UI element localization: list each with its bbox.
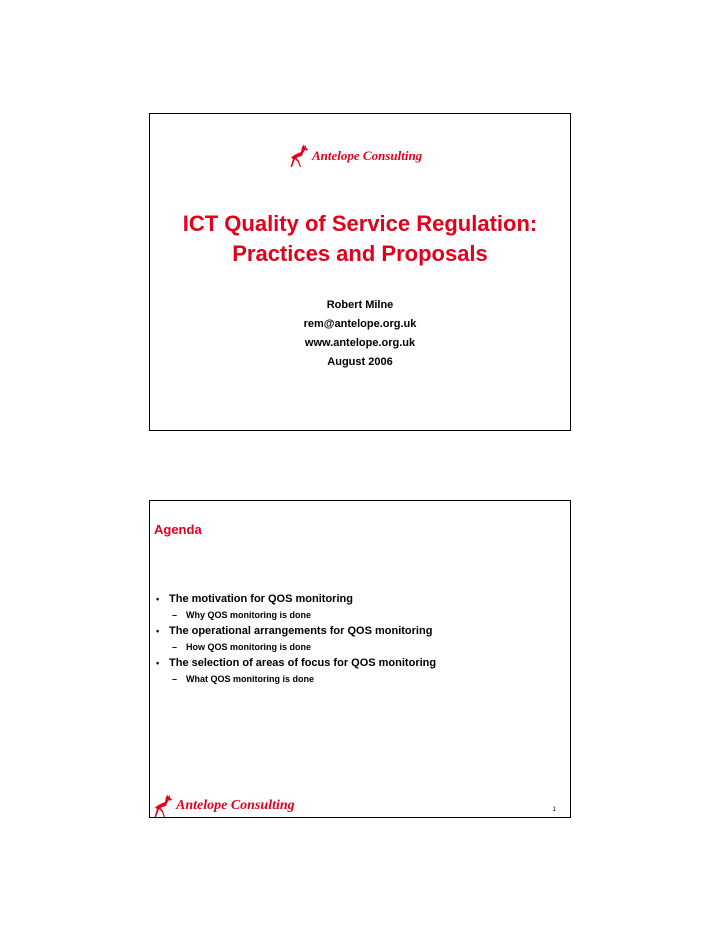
title-line-2: Practices and Proposals bbox=[232, 241, 488, 266]
agenda-slide bbox=[149, 500, 571, 818]
agenda-subitem-text: How QOS monitoring is done bbox=[186, 642, 311, 652]
author-email: rem@antelope.org.uk bbox=[303, 318, 417, 330]
dash-icon: – bbox=[172, 642, 178, 652]
agenda-list bbox=[150, 593, 570, 689]
antelope-logo-icon bbox=[290, 144, 310, 168]
presentation-date: August 2006 bbox=[327, 356, 393, 368]
brand-name: Antelope Consulting bbox=[176, 798, 295, 813]
title-line-1: ICT Quality of Service Regulation: bbox=[182, 211, 538, 236]
agenda-item-text: The motivation for QOS monitoring bbox=[169, 593, 353, 605]
agenda-item-text: The operational arrangements for QOS monitoring bbox=[169, 625, 433, 637]
slide-title bbox=[150, 209, 570, 269]
bullet-icon: • bbox=[156, 626, 160, 636]
agenda-subitem bbox=[150, 673, 570, 689]
dash-icon: – bbox=[172, 674, 178, 684]
agenda-item bbox=[150, 593, 570, 609]
bullet-icon: • bbox=[156, 594, 160, 604]
author-name: Robert Milne bbox=[326, 299, 394, 311]
brand bbox=[154, 794, 295, 818]
agenda-subitem bbox=[150, 641, 570, 657]
agenda-heading: Agenda bbox=[154, 522, 202, 537]
page-number: 1 bbox=[552, 807, 556, 813]
brand bbox=[290, 144, 422, 168]
agenda-item bbox=[150, 625, 570, 641]
author-block bbox=[150, 296, 570, 372]
agenda-subitem bbox=[150, 609, 570, 625]
agenda-subitem-text: Why QOS monitoring is done bbox=[186, 610, 311, 620]
agenda-item bbox=[150, 657, 570, 673]
dash-icon: – bbox=[172, 610, 178, 620]
bullet-icon: • bbox=[156, 658, 160, 668]
antelope-logo-icon bbox=[154, 794, 174, 818]
agenda-subitem-text: What QOS monitoring is done bbox=[186, 674, 314, 684]
title-slide bbox=[149, 113, 571, 431]
author-website: www.antelope.org.uk bbox=[304, 337, 416, 349]
agenda-item-text: The selection of areas of focus for QOS monitoring bbox=[169, 657, 437, 669]
brand-name: Antelope Consulting bbox=[312, 148, 423, 163]
